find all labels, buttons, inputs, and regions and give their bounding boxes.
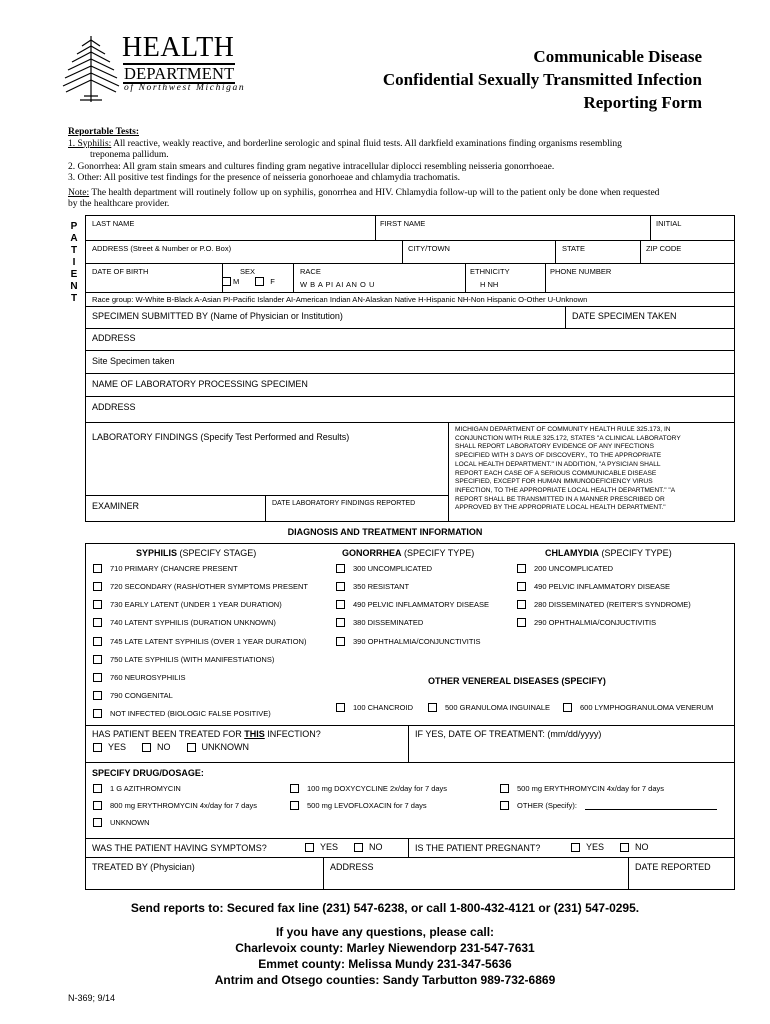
chlamydia-option[interactable]: 280 DISSEMINATED (REITER'S SYNDROME) xyxy=(517,600,691,609)
drug-checkbox[interactable] xyxy=(500,801,509,810)
gonorrhea-checkbox[interactable] xyxy=(336,582,345,591)
logo-region: of Northwest Michigan xyxy=(124,83,246,93)
form-title-3: Reporting Form xyxy=(583,93,702,112)
lab-address-field[interactable]: ADDRESS xyxy=(92,402,136,412)
sex-m-checkbox[interactable] xyxy=(222,277,231,286)
other-drug-input[interactable] xyxy=(585,802,717,810)
gonorrhea-option[interactable]: 390 OPHTHALMIA/CONJUNCTIVITIS xyxy=(336,637,481,646)
treated-by-field[interactable]: TREATED BY (Physician) xyxy=(92,862,195,872)
pregnant-no-checkbox[interactable] xyxy=(620,843,629,852)
zip-field[interactable]: ZIP CODE xyxy=(646,244,682,253)
syphilis-option[interactable]: 745 LATE LATENT SYPHILIS (OVER 1 YEAR DURATION) xyxy=(93,637,306,646)
drug-checkbox[interactable] xyxy=(93,784,102,793)
charlevoix-contact: Charlevoix county: Marley Niewendorp 231-547-7631 xyxy=(235,941,535,955)
gonorrhea-option[interactable]: 350 RESISTANT xyxy=(336,582,409,591)
questions-line: If you have any questions, please call: xyxy=(275,925,495,939)
pine-tree-icon xyxy=(60,34,122,104)
logo-department: DEPARTMENT xyxy=(124,64,235,83)
drug-heading: SPECIFY DRUG/DOSAGE: xyxy=(92,768,204,778)
pregnant-yes-checkbox[interactable] xyxy=(571,843,580,852)
emmet-contact: Emmet county: Melissa Mundy 231-347-5636 xyxy=(258,957,512,971)
tests-item-3: 3. Other: All positive test findings for the presence of neisseria gonorhoeae and chlamydia trachomatis. xyxy=(68,173,461,183)
treated-yes-checkbox[interactable] xyxy=(93,743,102,752)
tests-item-1-cont: treponema pallidum. xyxy=(90,150,169,160)
drug-option-other[interactable]: OTHER (Specify): xyxy=(500,801,717,810)
syphilis-option[interactable]: 760 NEUROSYPHILIS xyxy=(93,673,185,682)
symptoms-options: YES NO xyxy=(305,842,383,852)
patient-address-field[interactable]: ADDRESS (Street & Number or P.O. Box) xyxy=(92,244,232,253)
drug-checkbox[interactable] xyxy=(93,801,102,810)
gonorrhea-checkbox[interactable] xyxy=(336,600,345,609)
phone-field[interactable]: PHONE NUMBER xyxy=(550,267,612,276)
specimen-address-field[interactable]: ADDRESS xyxy=(92,333,136,343)
chlamydia-option[interactable]: 290 OPHTHALMIA/CONJUCTIVITIS xyxy=(517,618,656,627)
logo-health: HEALTH xyxy=(122,32,235,63)
gonorrhea-checkbox[interactable] xyxy=(336,637,345,646)
drug-option[interactable]: 500 mg ERYTHROMYCIN 4x/day for 7 days xyxy=(500,784,664,793)
date-reported-field[interactable]: DATE REPORTED xyxy=(635,862,711,872)
syphilis-checkbox[interactable] xyxy=(93,600,102,609)
race-label: RACE xyxy=(300,267,321,276)
gonorrhea-option[interactable]: 300 UNCOMPLICATED xyxy=(336,564,432,573)
race-group-legend: Race group: W-White B-Black A-Asian PI-Pacific Islander AI-American Indian AN-Alaskan Native H-Hispanic NH-Non Hispanic O-Other U-Unknown xyxy=(92,295,588,304)
chlamydia-heading: CHLAMYDIA (SPECIFY TYPE) xyxy=(545,548,672,558)
diagnosis-heading: DIAGNOSIS AND TREATMENT INFORMATION xyxy=(287,527,483,537)
other-vd-option[interactable]: 500 GRANULOMA INGUINALE xyxy=(428,703,550,712)
syphilis-option[interactable]: 750 LATE SYPHILIS (WITH MANIFESTIATIONS) xyxy=(93,655,274,664)
first-name-field[interactable]: FIRST NAME xyxy=(380,219,426,228)
drug-option[interactable]: UNKNOWN xyxy=(93,818,150,827)
syphilis-option[interactable]: 730 EARLY LATENT (UNDER 1 YEAR DURATION) xyxy=(93,600,282,609)
health-department-logo xyxy=(60,34,255,104)
examiner-field[interactable]: EXAMINER xyxy=(92,501,140,511)
sex-label: SEX xyxy=(240,267,256,276)
gonorrhea-option[interactable]: 490 PELVIC INFLAMMATORY DISEASE xyxy=(336,600,489,609)
symptoms-question: WAS THE PATIENT HAVING SYMPTOMS? xyxy=(92,843,267,853)
site-taken-field[interactable]: Site Specimen taken xyxy=(92,356,175,366)
other-vd-checkbox[interactable] xyxy=(428,703,437,712)
treatment-date-field[interactable]: IF YES, DATE OF TREATMENT: (mm/dd/yyyy) xyxy=(415,729,602,739)
tests-note: Note: The health department will routinely follow up on syphilis, gonorrhea and HIV. Chlamydia follow-up will to the patient only be done when requested xyxy=(68,187,660,198)
chlamydia-checkbox[interactable] xyxy=(517,582,526,591)
syphilis-checkbox[interactable] xyxy=(93,691,102,700)
patient-box xyxy=(85,215,735,307)
syphilis-option[interactable]: NOT INFECTED (BIOLOGIC FALSE POSITIVE) xyxy=(93,709,271,718)
other-vd-heading: OTHER VENEREAL DISEASES (SPECIFY) xyxy=(428,676,606,686)
syphilis-checkbox[interactable] xyxy=(93,637,102,646)
submitted-by-field[interactable]: SPECIMEN SUBMITTED BY (Name of Physician or Institution) xyxy=(92,311,343,321)
tests-item-1: 1. Syphilis: All reactive, weakly reactive, and borderline serologic and spinal fluid tests. All darkfield examinations finding organisms resembling xyxy=(68,138,622,149)
pregnant-question: IS THE PATIENT PREGNANT? xyxy=(415,843,541,853)
form-title-1: Communicable Disease xyxy=(533,47,702,66)
syphilis-option[interactable]: 720 SECONDARY (RASH/OTHER SYMPTOMS PRESENT xyxy=(93,582,308,591)
drug-checkbox[interactable] xyxy=(290,801,299,810)
syphilis-checkbox[interactable] xyxy=(93,655,102,664)
tests-heading: Reportable Tests: xyxy=(68,127,139,137)
last-name-field[interactable]: LAST NAME xyxy=(92,219,135,228)
sex-f-checkbox[interactable] xyxy=(255,277,264,286)
race-codes[interactable]: W B A PI AI AN O U xyxy=(300,280,375,289)
syphilis-option[interactable]: 710 PRIMARY (CHANCRE PRESENT xyxy=(93,564,238,573)
gonorrhea-checkbox[interactable] xyxy=(336,564,345,573)
tests-item-2: 2. Gonorrhea: All gram stain smears and cultures finding gram negative intracellular diplocci resembling neisseria gonorrhoeae. xyxy=(68,161,555,172)
gonorrhea-option[interactable]: 380 DISSEMINATED xyxy=(336,618,423,627)
ethnicity-codes[interactable]: H NH xyxy=(480,280,499,289)
treated-question: HAS PATIENT BEEN TREATED FOR THIS INFECTION? xyxy=(92,729,321,739)
chlamydia-checkbox[interactable] xyxy=(517,618,526,627)
state-field[interactable]: STATE xyxy=(562,244,586,253)
ethnicity-label: ETHNICITY xyxy=(470,267,510,276)
other-vd-option[interactable]: 100 CHANCROID xyxy=(336,703,413,712)
syphilis-option[interactable]: 790 CONGENITAL xyxy=(93,691,173,700)
chlamydia-checkbox[interactable] xyxy=(517,564,526,573)
treated-no-checkbox[interactable] xyxy=(142,743,151,752)
physician-address-field[interactable]: ADDRESS xyxy=(330,862,374,872)
date-taken-field[interactable]: DATE SPECIMEN TAKEN xyxy=(572,311,677,321)
syphilis-checkbox[interactable] xyxy=(93,673,102,682)
symptoms-no-checkbox[interactable] xyxy=(354,843,363,852)
drug-checkbox[interactable] xyxy=(290,784,299,793)
syphilis-option[interactable]: 740 LATENT SYPHILIS (DURATION UNKNOWN) xyxy=(93,618,276,627)
gonorrhea-checkbox[interactable] xyxy=(336,618,345,627)
syphilis-heading: SYPHILIS (SPECIFY STAGE) xyxy=(136,548,257,558)
chlamydia-option[interactable]: 200 UNCOMPLICATED xyxy=(517,564,613,573)
treated-unknown-checkbox[interactable] xyxy=(187,743,196,752)
chlamydia-checkbox[interactable] xyxy=(517,600,526,609)
city-field[interactable]: CITY/TOWN xyxy=(408,244,450,253)
reportable-tests xyxy=(68,127,718,211)
other-vd-checkbox[interactable] xyxy=(336,703,345,712)
syphilis-checkbox[interactable] xyxy=(93,709,102,718)
patient-side-label: P A T I E N T xyxy=(70,221,78,304)
lab-findings-field[interactable]: LABORATORY FINDINGS (Specify Test Performed and Results) xyxy=(92,432,350,442)
form-title-2: Confidential Sexually Transmitted Infection xyxy=(382,70,702,89)
antrim-otsego-contact: Antrim and Otsego counties: Sandy Tarbutton 989-732-6869 xyxy=(214,973,556,987)
form-number: N-369; 9/14 xyxy=(68,993,116,1003)
date-findings-reported-field[interactable]: DATE LABORATORY FINDINGS REPORTED xyxy=(272,500,416,507)
drug-option[interactable]: 1 G AZITHROMYCIN xyxy=(93,784,181,793)
sex-options: M F xyxy=(222,277,275,286)
drug-checkbox[interactable] xyxy=(93,818,102,827)
other-vd-checkbox[interactable] xyxy=(563,703,572,712)
drug-option[interactable]: 500 mg LEVOFLOXACIN for 7 days xyxy=(290,801,427,810)
pregnant-options: YES NO xyxy=(571,842,649,852)
treated-options: YES NO UNKNOWN xyxy=(93,742,249,752)
initial-field[interactable]: INITIAL xyxy=(656,219,682,228)
gonorrhea-heading: GONORRHEA (SPECIFY TYPE) xyxy=(342,548,475,558)
lab-name-field[interactable]: NAME OF LABORATORY PROCESSING SPECIMEN xyxy=(92,379,308,389)
chlamydia-option[interactable]: 490 PELVIC INFLAMMATORY DISEASE xyxy=(517,582,670,591)
michigan-rule-text: MICHIGAN DEPARTMENT OF COMMUNITY HEALTH RULE 325.173, IN CONJUNCTION WITH RULE 325.172, STATES "A CLINICAL LABORATORY SHALL REPORT LABORATORY EVIDENCE OF ANY INFECTIONS SPECIFIED WITH 3 DAYS OF DISCOVERY., TO THE APPROPRIATE LOCAL HEALTH DEPARTMENT." IN ADDITION, "A PYSICIAN SHALL REPORT EACH CASE OF A SERIOUS COMMUNICABLE DISEASE SPECIFIED, EXCEPT FOR HUMAN IMMUNODEFICIENCY VIRUS INFECTION, TO THE APPROPRIATE LOCAL HEALTH DEPARTMENT." "A REPORT SHALL BE TRANSMITTED IN A MANNER PRESCRIBED OR APPROVED BY THE APPROPRIATE LOCAL HEALTH DEPARTMENT." xyxy=(455,426,681,512)
syphilis-checkbox[interactable] xyxy=(93,582,102,591)
syphilis-checkbox[interactable] xyxy=(93,618,102,627)
tests-note-cont: by the healthcare provider. xyxy=(68,199,170,209)
send-reports: Send reports to: Secured fax line (231) 547-6238, or call 1-800-432-4121 or (231) 547-0295. xyxy=(130,901,640,915)
drug-option[interactable]: 100 mg DOXYCYCLINE 2x/day for 7 days xyxy=(290,784,447,793)
drug-option[interactable]: 800 mg ERYTHROMYCIN 4x/day for 7 days xyxy=(93,801,257,810)
dob-field[interactable]: DATE OF BIRTH xyxy=(92,267,149,276)
drug-checkbox[interactable] xyxy=(500,784,509,793)
syphilis-checkbox[interactable] xyxy=(93,564,102,573)
symptoms-yes-checkbox[interactable] xyxy=(305,843,314,852)
other-vd-option[interactable]: 600 LYMPHOGRANULOMA VENERUM xyxy=(563,703,713,712)
